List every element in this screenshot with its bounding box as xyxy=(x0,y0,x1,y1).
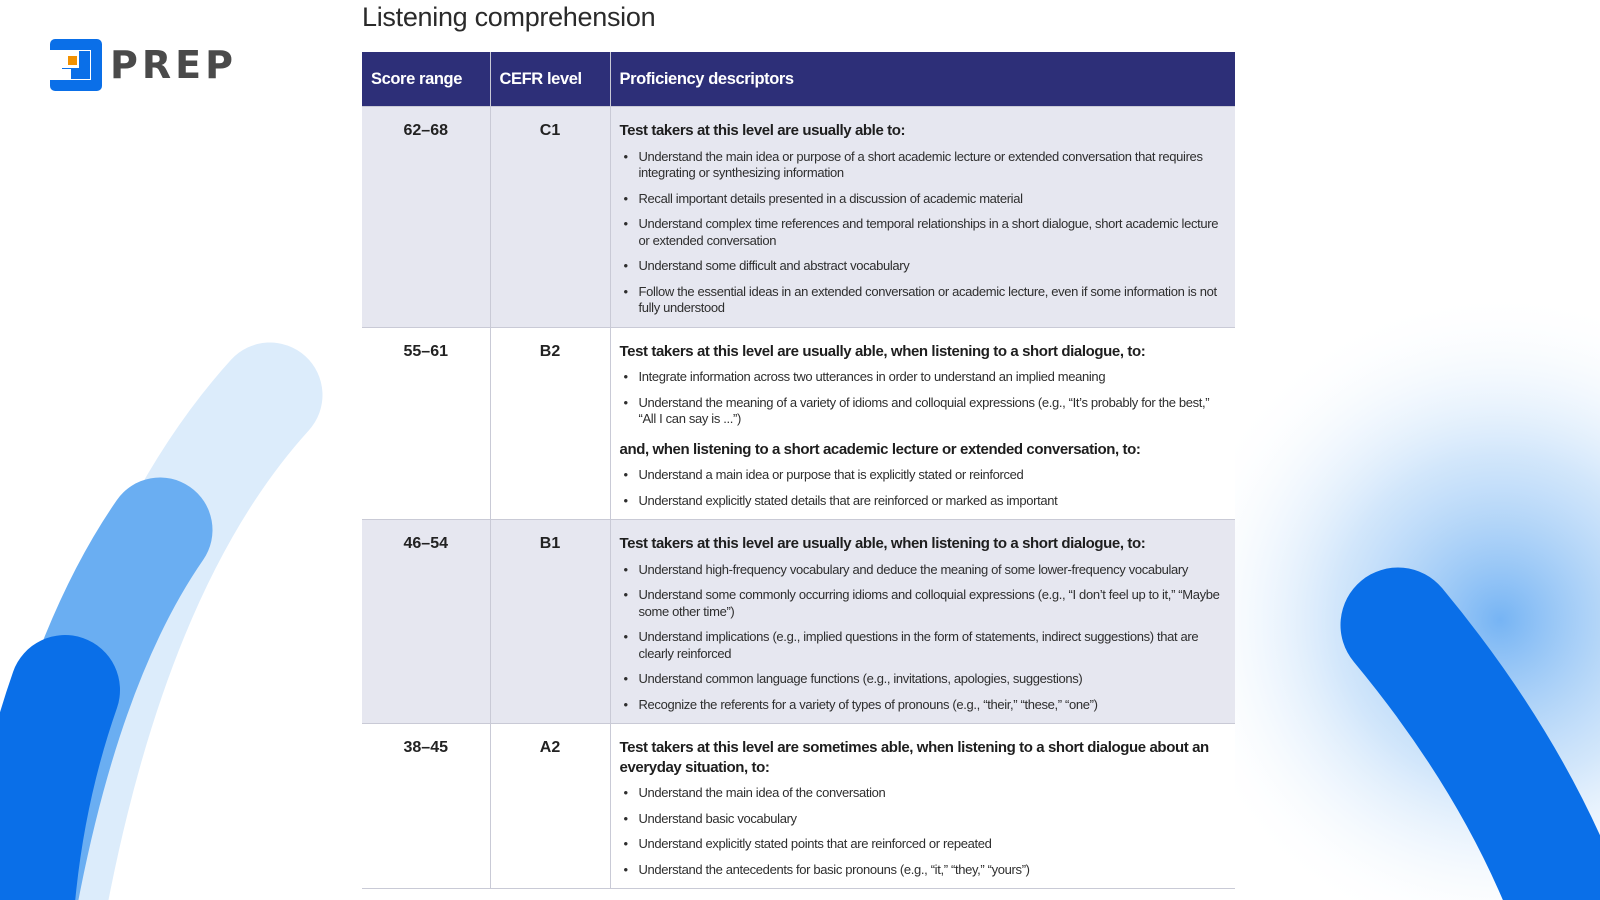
descriptor-intro: Test takers at this level are usually able, when listening to a short dialogue, to: xyxy=(619,535,1146,552)
descriptor-list xyxy=(620,562,1224,714)
page-title: Listening comprehension xyxy=(362,2,656,32)
score-range-cell: 55–61 xyxy=(362,327,490,520)
list-item: • Recognize the referents for a variety of types of pronouns (e.g., “their,” “these,” “one”) xyxy=(623,696,1098,712)
list-item-text: Understand common language functions (e.g., invitations, apologies, suggestions) xyxy=(638,671,1083,686)
list-item-text: Recognize the referents for a variety of types of pronouns (e.g., “their,” “these,” “one”) xyxy=(638,696,1098,712)
header-cefr-level: CEFR level xyxy=(490,52,610,107)
list-item: • Understand high-frequency vocabulary and deduce the meaning of some lower-frequency vocabulary xyxy=(623,561,1189,577)
cefr-level-cell: B2 xyxy=(490,327,610,520)
descriptor-list xyxy=(620,149,1224,317)
list-item: • Understand explicitly stated points that are reinforced or repeated xyxy=(623,836,992,851)
descriptor-list-secondary xyxy=(620,467,1224,509)
list-item: • Understand implications (e.g., implied questions in the form of statements, indirect suggestions) that are clearly reinforced xyxy=(623,629,1199,661)
list-item: • Recall important details presented in a discussion of academic material xyxy=(623,190,1023,206)
descriptor-intro: Test takers at this level are usually able, when listening to a short dialogue, to: xyxy=(619,342,1146,360)
list-item: • Understand complex time references and temporal relationships in a short dialogue, short academic lecture or extended conversation xyxy=(623,216,1219,248)
cefr-level-cell: B1 xyxy=(490,520,610,724)
table-row-a2 xyxy=(362,724,1235,889)
list-item: • Understand the meaning of a variety of idioms and colloquial expressions (e.g., “It’s probably for the best,” “All I can say is ...”) xyxy=(623,394,1210,426)
table-row-c1 xyxy=(362,107,1235,328)
list-item: • Understand a main idea or purpose that is explicitly stated or reinforced xyxy=(623,467,1024,482)
descriptor-list xyxy=(620,369,1224,428)
list-item: • Understand basic vocabulary xyxy=(623,810,797,826)
list-item-text: Understand some difficult and abstract vocabulary xyxy=(638,258,910,273)
descriptor-cell xyxy=(610,724,1235,889)
list-item-text: Understand the main idea of the conversation xyxy=(638,785,886,800)
list-item: • Understand explicitly stated details that are reinforced or marked as important xyxy=(623,492,1058,508)
list-item-text: Understand explicitly stated points that are reinforced or repeated xyxy=(638,836,992,851)
descriptor-list xyxy=(620,785,1224,878)
prep-logo-text: PREP xyxy=(110,43,237,87)
list-item-text: Integrate information across two utterances in order to understand an implied meaning xyxy=(638,369,1106,384)
list-item: • Understand the main idea of the conversation xyxy=(623,785,886,800)
list-item-text: Understand the antecedents for basic pronouns (e.g., “it,” “they,” “yours”) xyxy=(638,861,1030,877)
table-header-row xyxy=(362,52,1235,107)
list-item-text: Understand the meaning of a variety of idioms and colloquial expressions (e.g., “It’s probably for the best,” “All I can say is ...”) xyxy=(638,394,1210,426)
list-item-text: Recall important details presented in a discussion of academic material xyxy=(638,190,1023,206)
list-item-text: Follow the essential ideas in an extended conversation or academic lecture, even if some information is not fully understood xyxy=(638,283,1217,315)
list-item: • Follow the essential ideas in an extended conversation or academic lecture, even if some information is not fully understood xyxy=(623,283,1217,315)
list-item: • Integrate information across two utterances in order to understand an implied meaning xyxy=(623,369,1106,384)
score-range-cell: 38–45 xyxy=(362,724,490,889)
table-row-b1 xyxy=(362,520,1235,724)
descriptor-cell xyxy=(610,327,1235,520)
list-item: • Understand some difficult and abstract vocabulary xyxy=(623,258,910,273)
header-proficiency-descriptors: Proficiency descriptors xyxy=(610,52,1235,107)
score-range-cell: 62–68 xyxy=(362,107,490,328)
descriptor-cell xyxy=(610,107,1235,328)
descriptor-intro: Test takers at this level are sometimes able, when listening to a short dialogue about an everyday situation, to: xyxy=(619,739,1209,776)
cefr-level-cell: A2 xyxy=(490,724,610,889)
list-item-text: Understand some commonly occurring idioms and colloquial expressions (e.g., “I don’t feel up to it,” “Maybe some other time”) xyxy=(638,587,1220,619)
header-score-range: Score range xyxy=(362,52,490,107)
list-item-text: Understand high-frequency vocabulary and deduce the meaning of some lower-frequency vocabulary xyxy=(638,561,1189,577)
list-item: • Understand the main idea or purpose of a short academic lecture or extended conversation that requires integrating or synthesizing information xyxy=(623,148,1203,180)
list-item-text: Understand the main idea or purpose of a short academic lecture or extended conversation that requires integrating or synthesizing information xyxy=(638,148,1203,180)
list-item-text: Understand basic vocabulary xyxy=(638,810,797,826)
table-row-b2 xyxy=(362,327,1235,520)
prep-logo xyxy=(50,39,237,91)
score-range-cell: 46–54 xyxy=(362,520,490,724)
list-item: • Understand common language functions (e.g., invitations, apologies, suggestions) xyxy=(623,671,1083,686)
list-item-text: Understand implications (e.g., implied questions in the form of statements, indirect suggestions) that are clearly reinforced xyxy=(638,629,1199,661)
cefr-level-cell: C1 xyxy=(490,107,610,328)
descriptor-intro-secondary: and, when listening to a short academic lecture or extended conversation, to: xyxy=(619,440,1141,458)
left-arc-dark xyxy=(20,690,65,900)
list-item: • Understand the antecedents for basic pronouns (e.g., “it,” “they,” “yours”) xyxy=(623,861,1030,877)
descriptor-intro: Test takers at this level are usually able to: xyxy=(619,122,906,139)
list-item-text: Understand complex time references and temporal relationships in a short dialogue, short academic lecture or extended conversation xyxy=(638,216,1219,248)
list-item-text: Understand a main idea or purpose that is explicitly stated or reinforced xyxy=(638,467,1024,482)
list-item-text: Understand explicitly stated details that are reinforced or marked as important xyxy=(638,492,1058,508)
prep-logo-icon xyxy=(50,39,102,91)
descriptor-cell xyxy=(610,520,1235,724)
list-item: • Understand some commonly occurring idioms and colloquial expressions (e.g., “I don’t feel up to it,” “Maybe some other time”) xyxy=(623,587,1220,619)
proficiency-table xyxy=(362,52,1235,889)
proficiency-table-container xyxy=(362,52,1235,889)
